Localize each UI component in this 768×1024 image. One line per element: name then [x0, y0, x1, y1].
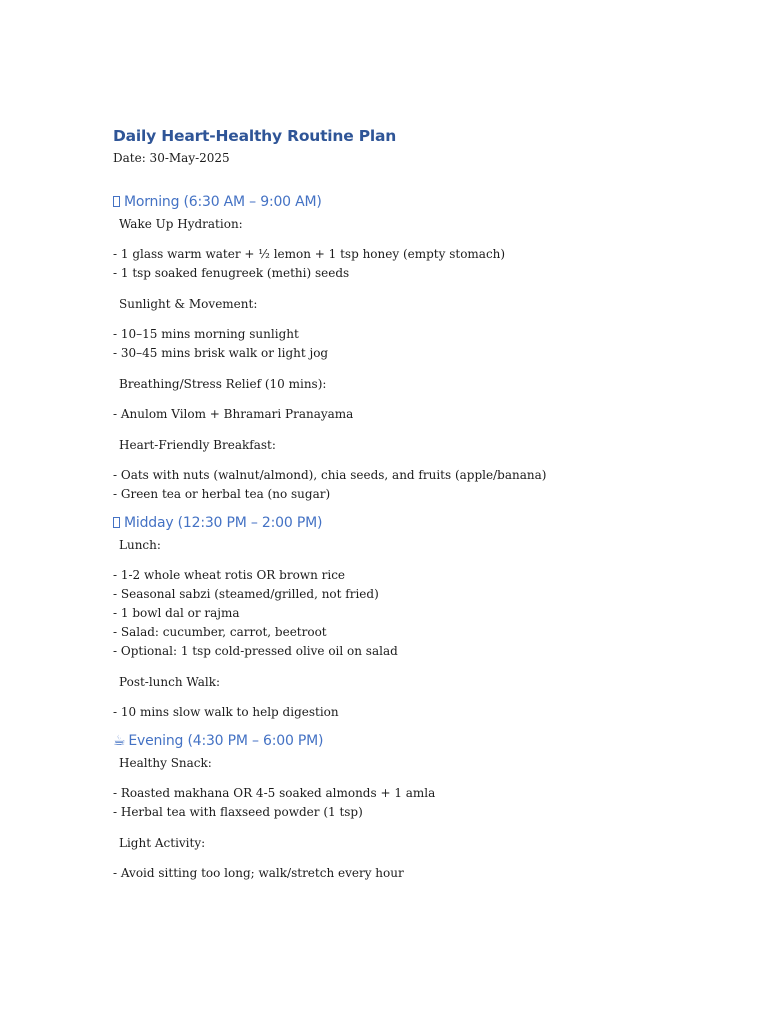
- list-item: - Salad: cucumber, carrot, beetroot: [113, 625, 327, 639]
- hot-beverage-icon: ☕: [113, 733, 126, 749]
- list-item: - 1-2 whole wheat rotis OR brown rice: [113, 568, 346, 582]
- list-item: - 1 glass warm water + ½ lemon + 1 tsp honey (empty stomach): [113, 247, 506, 261]
- section-heading-midday: [113, 512, 713, 534]
- section-heading-midday-text: Midday (12:30 PM – 2:00 PM): [124, 515, 323, 531]
- section-heading-evening: [113, 730, 713, 752]
- list-breathing-stress-relief: [113, 405, 713, 424]
- list-item: - Anulom Vilom + Bhramari Pranayama: [113, 407, 354, 421]
- list-item: - Herbal tea with flaxseed powder (1 tsp): [113, 805, 363, 819]
- label-light-activity: Light Activity:: [119, 836, 206, 850]
- list-healthy-snack: [113, 784, 713, 822]
- label-wake-up-hydration: Wake Up Hydration:: [119, 217, 243, 231]
- list-post-lunch-walk: [113, 703, 713, 722]
- list-item: - Oats with nuts (walnut/almond), chia seeds, and fruits (apple/banana): [113, 468, 547, 482]
- label-post-lunch-walk: Post-lunch Walk:: [119, 675, 221, 689]
- list-item: - Avoid sitting too long; walk/stretch every hour: [113, 866, 404, 880]
- list-item: - 10–15 mins morning sunlight: [113, 327, 299, 341]
- section-heading-morning: [113, 191, 713, 213]
- label-sunlight-movement: Sunlight & Movement:: [119, 297, 258, 311]
- list-wake-up-hydration: [113, 245, 713, 283]
- label-heart-friendly-breakfast: Heart-Friendly Breakfast:: [119, 438, 276, 452]
- section-heading-morning-text: Morning (6:30 AM – 9:00 AM): [124, 194, 322, 210]
- list-item: - 1 tsp soaked fenugreek (methi) seeds: [113, 266, 350, 280]
- label-lunch: Lunch:: [119, 538, 161, 552]
- section-heading-evening-text: Evening (4:30 PM – 6:00 PM): [128, 733, 324, 749]
- sun-icon: [113, 196, 120, 207]
- list-item: - 10 mins slow walk to help digestion: [113, 705, 339, 719]
- document-page: [113, 125, 713, 883]
- list-sunlight-movement: [113, 325, 713, 363]
- list-item: - Roasted makhana OR 4-5 soaked almonds + 1 amla: [113, 786, 436, 800]
- label-healthy-snack: Healthy Snack:: [119, 756, 212, 770]
- list-item: - Seasonal sabzi (steamed/grilled, not fried): [113, 587, 379, 601]
- list-item: - Optional: 1 tsp cold-pressed olive oil on salad: [113, 644, 398, 658]
- document-title: Daily Heart-Healthy Routine Plan: [113, 127, 397, 145]
- meal-icon: [113, 517, 120, 528]
- document-date: Date: 30-May-2025: [113, 151, 230, 165]
- list-item: - 30–45 mins brisk walk or light jog: [113, 346, 329, 360]
- list-lunch: [113, 566, 713, 661]
- list-item: - Green tea or herbal tea (no sugar): [113, 487, 331, 501]
- label-breathing-stress-relief: Breathing/Stress Relief (10 mins):: [119, 377, 327, 391]
- list-item: - 1 bowl dal or rajma: [113, 606, 240, 620]
- list-light-activity: [113, 864, 713, 883]
- list-heart-friendly-breakfast: [113, 466, 713, 504]
